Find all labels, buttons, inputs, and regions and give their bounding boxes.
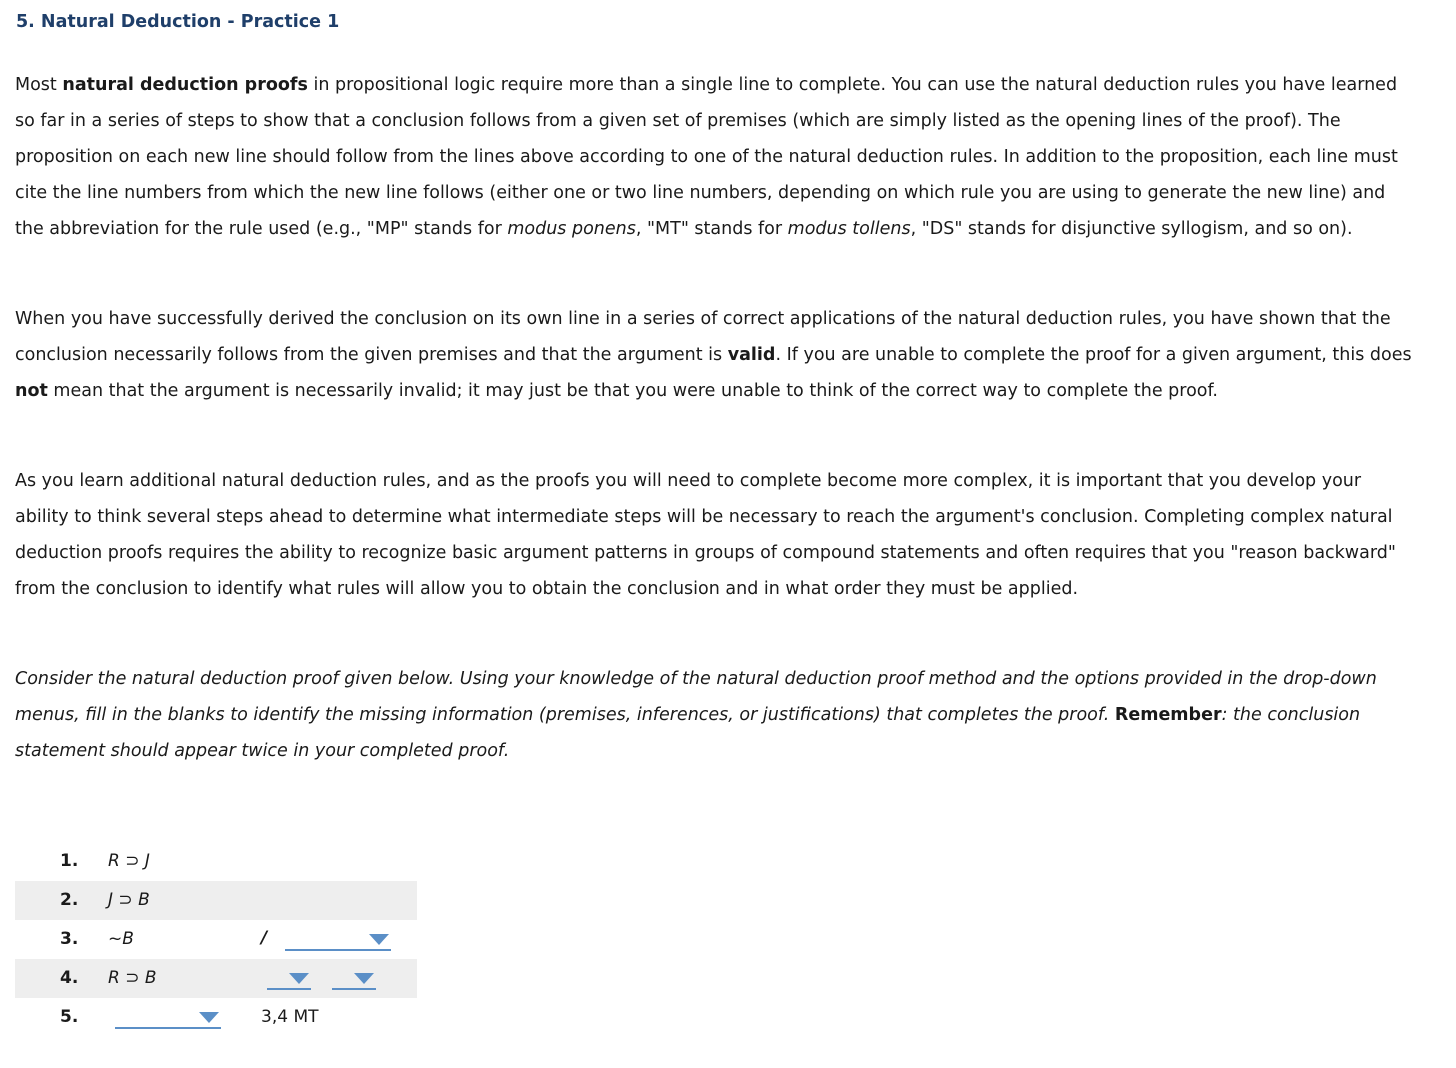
- line-number: 2.: [60, 890, 79, 910]
- text: , "MT" stands for: [635, 219, 788, 239]
- conclusion-slash: /: [261, 928, 268, 948]
- bold-text: Remember: [1114, 705, 1222, 725]
- text: Consider the natural deduction proof given below. Using your knowledge of the natural deduction proof method and the options provided in the drop-down menus, fill in the blanks to identify the missing information (premises, inferences, or justifications) that completes the proof.: [15, 669, 1377, 725]
- text: mean that the argument is necessarily invalid; it may just be that you were unable to think of the correct way to complete the proof.: [47, 381, 1218, 401]
- italic-text: modus ponens: [507, 219, 636, 239]
- proof-table: [15, 842, 417, 1037]
- line-number: 4.: [60, 968, 79, 988]
- proposition: ~B: [108, 929, 134, 949]
- chevron-down-icon: [199, 1012, 219, 1023]
- proposition: R ⊃ J: [108, 851, 150, 871]
- proposition: J ⊃ B: [108, 890, 150, 910]
- text: As you learn additional natural deduction rules, and as the proofs you will need to complete become more complex, it is important that you develop your ability to think several steps ahead to determine what intermediate steps will be necessary to reach the argument's conclusion. Completing complex natural deduction proofs requires the ability to recognize basic argument patterns in groups of compound statements and often requires that you "reason backward" from the conclusion to identify what rules will allow you to obtain the conclusion and in what order they must be applied.: [15, 471, 1396, 599]
- conclusion-dropdown[interactable]: [285, 927, 391, 951]
- italic-text: modus tollens: [787, 219, 911, 239]
- text: , "DS" stands for disjunctive syllogism, and so on).: [910, 219, 1353, 239]
- proposition: R ⊃ B: [108, 968, 157, 988]
- text: When you have successfully derived the conclusion on its own line in a series of correct applications of the natural deduction rules, you have shown that the conclusion necessarily follows from the given premises and that the argument is: [15, 309, 1391, 365]
- line-citation-dropdown[interactable]: [267, 966, 311, 990]
- intro-paragraph: [15, 67, 1415, 247]
- proof-row-1: [15, 842, 417, 881]
- chevron-down-icon: [289, 973, 309, 984]
- text: . If you are unable to complete the proof for a given argument, this does: [775, 345, 1412, 365]
- line-number: 5.: [60, 1007, 79, 1027]
- text: : the conclusion statement should appear twice in your completed proof.: [15, 705, 1361, 761]
- proof-row-2: [15, 881, 417, 920]
- proof-row-3: [15, 920, 417, 959]
- bold-text: not: [15, 381, 48, 401]
- proof-row-4: [15, 959, 417, 998]
- strategy-paragraph: [15, 463, 1415, 607]
- instructions-paragraph: [15, 661, 1415, 769]
- line-number: 1.: [60, 851, 79, 871]
- chevron-down-icon: [354, 973, 374, 984]
- proposition-dropdown[interactable]: [115, 1005, 221, 1029]
- proof-row-5: [15, 998, 417, 1037]
- line-number: 3.: [60, 929, 79, 949]
- text: Most: [15, 75, 63, 95]
- text: in propositional logic require more than a single line to complete. You can use the natural deduction rules you have learned so far in a series of steps to show that a conclusion follows from a given set of premises (which are simply listed as the opening lines of the proof). The proposition on each new line should follow from the lines above according to one of the natural deduction rules. In addition to the proposition, each line must cite the line numbers from which the new line follows (either one or two line numbers, depending on which rule you are using to generate the new line) and the abbreviation for the rule used (e.g., "MP" stands for: [15, 75, 1398, 239]
- rule-dropdown[interactable]: [332, 966, 376, 990]
- validity-paragraph: [15, 301, 1415, 409]
- bold-text: valid: [727, 345, 776, 365]
- chevron-down-icon: [369, 934, 389, 945]
- bold-text: natural deduction proofs: [62, 75, 308, 95]
- justification: 3,4 MT: [261, 1007, 319, 1027]
- page-title: 5. Natural Deduction - Practice 1: [16, 12, 340, 32]
